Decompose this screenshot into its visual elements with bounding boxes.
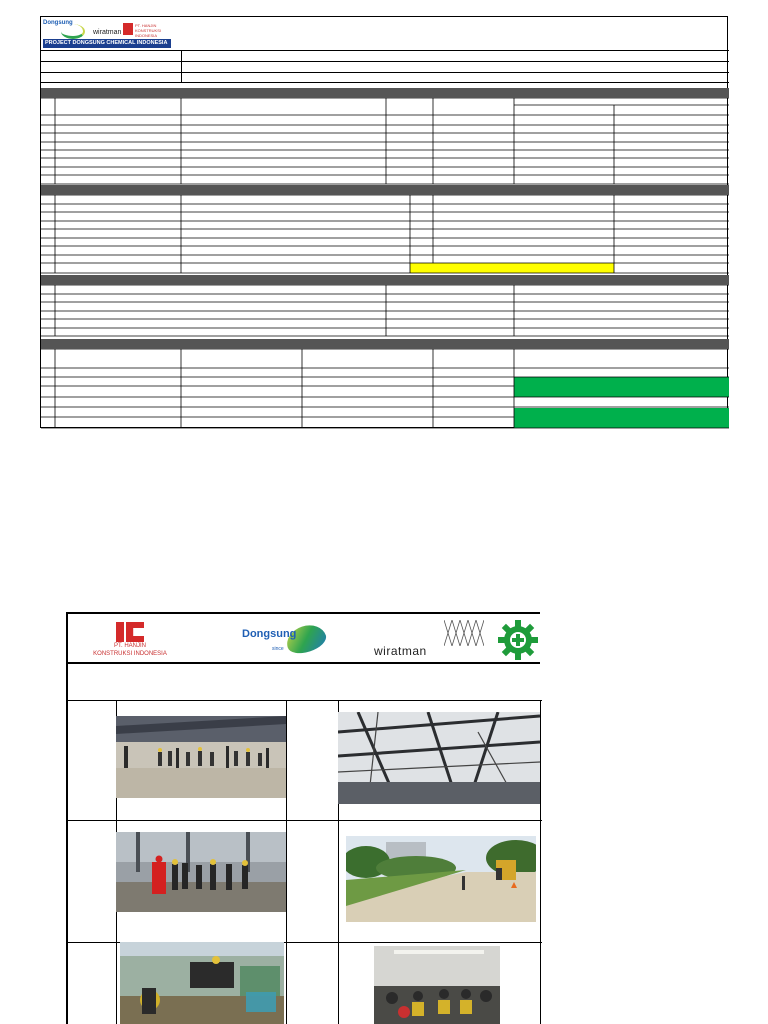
wiratman-logo (374, 620, 484, 660)
grid-line (41, 82, 729, 83)
photo-report (66, 612, 542, 1024)
grid-line (181, 50, 182, 82)
table-4-grid (41, 349, 729, 429)
section-band (41, 275, 55, 285)
dongsung-logo (238, 624, 330, 658)
grid-line (41, 61, 729, 62)
hanjin-logo (80, 622, 180, 662)
wiratman-lattice-icon (444, 620, 484, 646)
sheet-header (41, 17, 729, 49)
section-band-3 (55, 275, 729, 285)
section-band-4 (55, 339, 729, 349)
header-logos (43, 19, 171, 39)
grid-line (41, 50, 729, 51)
photo-meeting-room (374, 946, 500, 1024)
table-2-grid (41, 195, 729, 275)
section-band-1 (55, 88, 729, 98)
wiratman-logo: wiratman (93, 29, 122, 36)
section-band (41, 339, 55, 349)
photo-site-road (346, 836, 536, 922)
grid-line (41, 72, 729, 73)
photo-steel-roof-frame (338, 712, 540, 804)
hanjin-logo (123, 23, 133, 35)
dongsung-logo-text: Dongsung (43, 20, 73, 26)
safety-gear-icon (498, 620, 538, 660)
project-banner: PROJECT DONGSUNG CHEMICAL INDONESIA (43, 39, 171, 48)
wiratman-logo-text: wiratman (374, 644, 427, 658)
photo-excavation (120, 942, 284, 1024)
report-sheet (40, 16, 728, 428)
table-3-grid (41, 285, 729, 337)
dongsung-logo-tag: since (272, 646, 284, 652)
section-band (41, 185, 55, 195)
section-band (41, 88, 55, 98)
section-band-2 (55, 185, 729, 195)
dongsung-logo-text: Dongsung (242, 628, 297, 640)
hanjin-logo-text: PT. HANJIN KONSTRUKSI INDONESIA (135, 23, 162, 38)
photo-safety-briefing (116, 832, 286, 912)
dongsung-logo (43, 20, 89, 38)
hanjin-logo-sub: KONSTRUKSI INDONESIA (93, 651, 167, 657)
hanjin-logo-icon (116, 622, 144, 642)
hanjin-logo-name: PT. HANJIN (113, 643, 146, 649)
photo-workers-assembly (116, 716, 286, 798)
table-1-grid (41, 98, 729, 185)
